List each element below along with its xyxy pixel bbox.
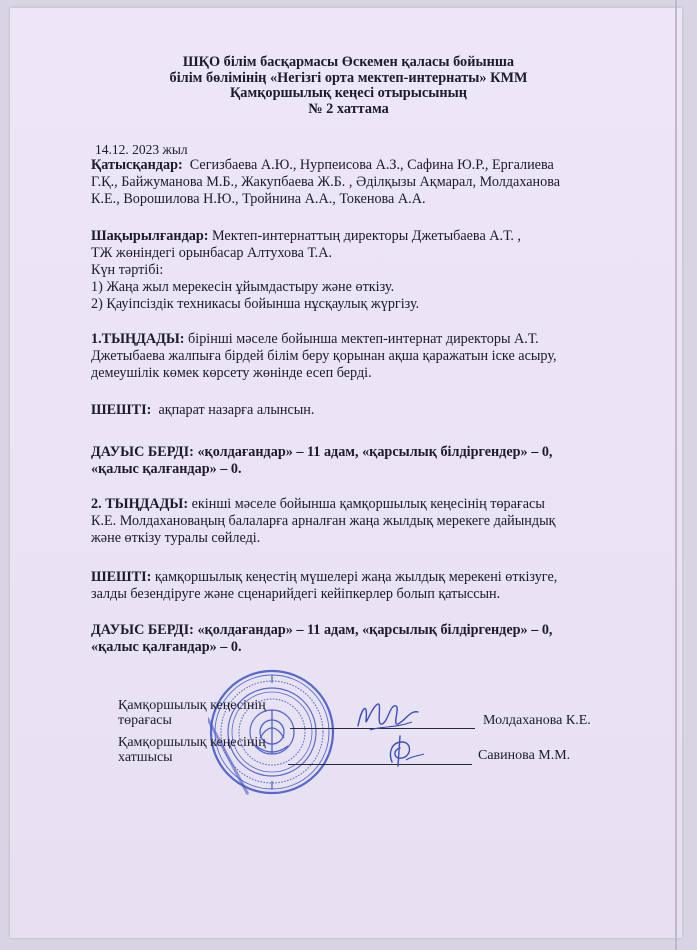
decision-2-line-1: қамқоршылық кеңестің мүшелері жаңа жылдық мерекені өткізуге, xyxy=(154,569,558,585)
hearing-2-label: 2. ТЫҢДАДЫ: xyxy=(91,496,189,512)
vote-2-line-2: «қалыс қалғандар» – 0. xyxy=(91,639,242,655)
hearing-1-line-1: бірінші мәселе бойынша мектеп-интернат директоры А.Т. xyxy=(188,331,539,347)
chair-role-line-1: Қамқоршылық кеңесінің xyxy=(118,698,266,713)
decision-2-label: ШЕШТІ: xyxy=(91,569,152,585)
participants-line-1: Сегизбаева А.Ю., Нурпеисова А.З., Сафина Ю.Р., Ергалиева xyxy=(189,157,554,173)
invited-line-2: ТЖ жөніндегі орынбасар Алтухова Т.А. xyxy=(91,245,333,261)
secretary-role-line-2: хатшысы xyxy=(118,750,173,765)
hearing-1-line-3: демеушілік көмек көрсету жөнінде есеп берді. xyxy=(91,365,372,381)
participants-label: Қатысқандар: xyxy=(91,157,183,173)
protocol-number: № 2 хаттама xyxy=(308,100,389,117)
page-edge xyxy=(675,0,677,950)
vote-2-line-1: ДАУЫС БЕРДІ: «қолдағандар» – 11 адам, «қарсылық білдіргендер» – 0, xyxy=(91,622,553,638)
secretary-handwritten-signature xyxy=(378,732,428,770)
hearing-1-line-2: Джетыбаева жалпыға бірдей білім беру қорынан ақша қаражатын іске асыру, xyxy=(91,348,557,364)
header-line-2: білім бөлімінің «Негізгі орта мектеп-интернаты» КММ xyxy=(169,69,528,86)
vote-1-section xyxy=(91,444,651,478)
secretary-role-line-1: Қамқоршылық кеңесінің xyxy=(118,735,266,750)
document-header xyxy=(0,55,697,117)
agenda-item-2: 2) Қауіпсіздік техникасы бойынша нұсқаулық жүргізу. xyxy=(91,296,420,312)
header-line-1: ШҚО білім басқармасы Өскемен қаласы бойынша xyxy=(182,54,515,70)
chair-handwritten-signature xyxy=(352,696,422,736)
hearing-2-line-2: К.Е. Молдахановаңың балаларға арналған жаңа жылдық мерекеге дайындық xyxy=(91,513,556,529)
chair-name: Молдаханова К.Е. xyxy=(483,713,591,728)
invited-line-1: Мектеп-интернаттың директоры Джетыбаева А.Т. , xyxy=(212,228,521,244)
chair-role-line-2: төрағасы xyxy=(118,713,172,728)
protocol-date: 14.12. 2023 жыл xyxy=(95,142,188,157)
vote-1-line-2: «қалыс қалғандар» – 0. xyxy=(91,461,242,477)
decision-1-text: ақпарат назарға алынсын. xyxy=(158,402,315,418)
secretary-name: Савинова М.М. xyxy=(478,748,571,763)
agenda-item-1: 1) Жаңа жыл мерекесін ұйымдастыру және өткізу. xyxy=(91,279,395,295)
header-line-3: Қамқоршылық кеңесі отырысының xyxy=(229,85,468,101)
participants-line-2: Г.Қ., Байжуманова М.Б., Жакупбаева Ж.Б. , Әділқызы Ақмарал, Молдаханова xyxy=(91,174,561,190)
vote-1-line-1: ДАУЫС БЕРДІ: «қолдағандар» – 11 адам, «қарсылық білдіргендер» – 0, xyxy=(91,444,553,460)
decision-2-section xyxy=(91,569,651,603)
decision-2-line-2: залды безендіруге және сценарийдегі кейіпкерлер болып қатыссын. xyxy=(91,586,501,602)
vote-2-section xyxy=(91,622,651,656)
decision-1-section xyxy=(91,402,651,419)
agenda-title: Күн тәртібі: xyxy=(91,262,164,278)
participants-section xyxy=(91,157,651,208)
hearing-1-label: 1.ТЫҢДАДЫ: xyxy=(91,331,185,347)
invited-section xyxy=(91,228,651,313)
hearing-2-line-1: екінші мәселе бойынша қамқоршылық кеңесінің төрағасы xyxy=(191,496,545,512)
hearing-2-line-3: және өткізу туралы сөйледі. xyxy=(91,530,261,546)
hearing-1-section xyxy=(91,331,651,382)
hearing-2-section xyxy=(91,496,651,547)
invited-label: Шақырылғандар: xyxy=(91,228,209,244)
participants-line-3: К.Е., Ворошилова Н.Ю., Тройнина А.А., Токенова А.А. xyxy=(91,191,426,207)
decision-1-label: ШЕШТІ: xyxy=(91,402,152,418)
organization-seal xyxy=(208,668,336,796)
